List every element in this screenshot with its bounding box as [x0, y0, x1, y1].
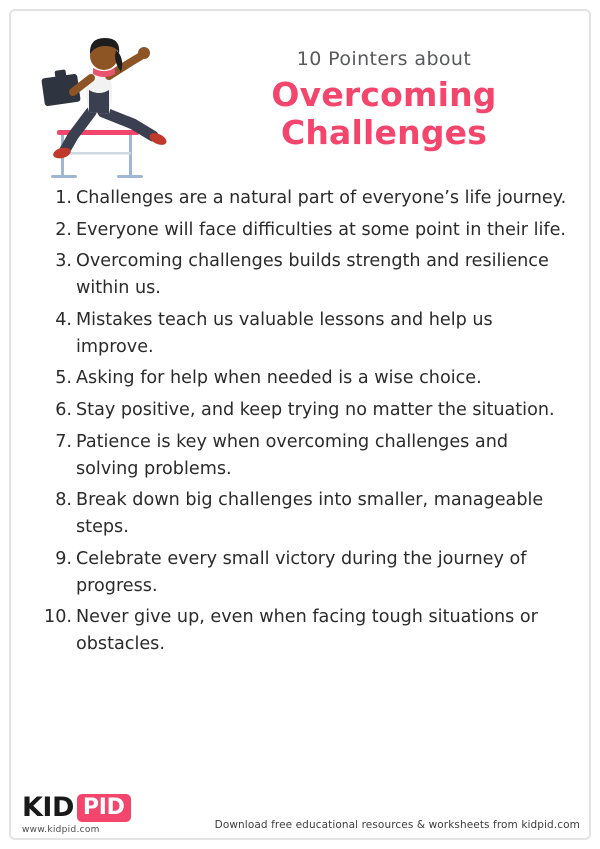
list-item-text: Challenges are a natural part of everyone’s life journey.	[76, 188, 567, 208]
list-item-text: Everyone will face difficulties at some point in their life.	[76, 219, 567, 240]
logo-text-kid: KID	[22, 792, 74, 823]
list-item-text: Overcoming challenges builds strength and resilience within us.	[76, 251, 549, 299]
list-item-text: Never give up, even when facing tough situations or obstacles.	[76, 607, 538, 655]
list-item	[74, 185, 572, 212]
list-item	[74, 248, 572, 301]
list-item	[74, 365, 572, 392]
logo-text-pid: PID	[77, 794, 131, 822]
logo-url: www.kidpid.com	[22, 825, 100, 835]
list-item-text: Mistakes teach us valuable lessons and help us improve.	[76, 309, 493, 357]
page-title: Overcoming Challenges	[271, 75, 497, 152]
woman-jumping-hurdle-icon	[29, 20, 189, 185]
list-item-text: Celebrate every small victory during the journey of progress.	[76, 548, 527, 596]
page-header	[9, 12, 591, 177]
list-item	[74, 429, 572, 482]
list-item	[74, 546, 572, 599]
footer-note: Download free educational resources & worksheets from kidpid.com	[214, 819, 580, 831]
pointers-section	[32, 185, 572, 663]
kidpid-logo[interactable]	[22, 792, 152, 835]
list-item	[74, 604, 572, 657]
pointers-list	[32, 185, 572, 658]
list-item-text: Asking for help when needed is a wise choice.	[76, 368, 482, 389]
list-item-text: Patience is key when overcoming challenges and solving problems.	[76, 431, 509, 479]
list-item-text: Break down big challenges into smaller, manageable steps.	[76, 490, 544, 538]
title-block	[184, 48, 584, 152]
list-item	[74, 307, 572, 360]
list-item	[74, 397, 572, 424]
page-subtitle: 10 Pointers about	[296, 48, 472, 70]
page-footer	[0, 779, 600, 849]
list-item	[74, 487, 572, 540]
list-item	[74, 217, 572, 244]
list-item-text: Stay positive, and keep trying no matter the situation.	[76, 400, 555, 421]
